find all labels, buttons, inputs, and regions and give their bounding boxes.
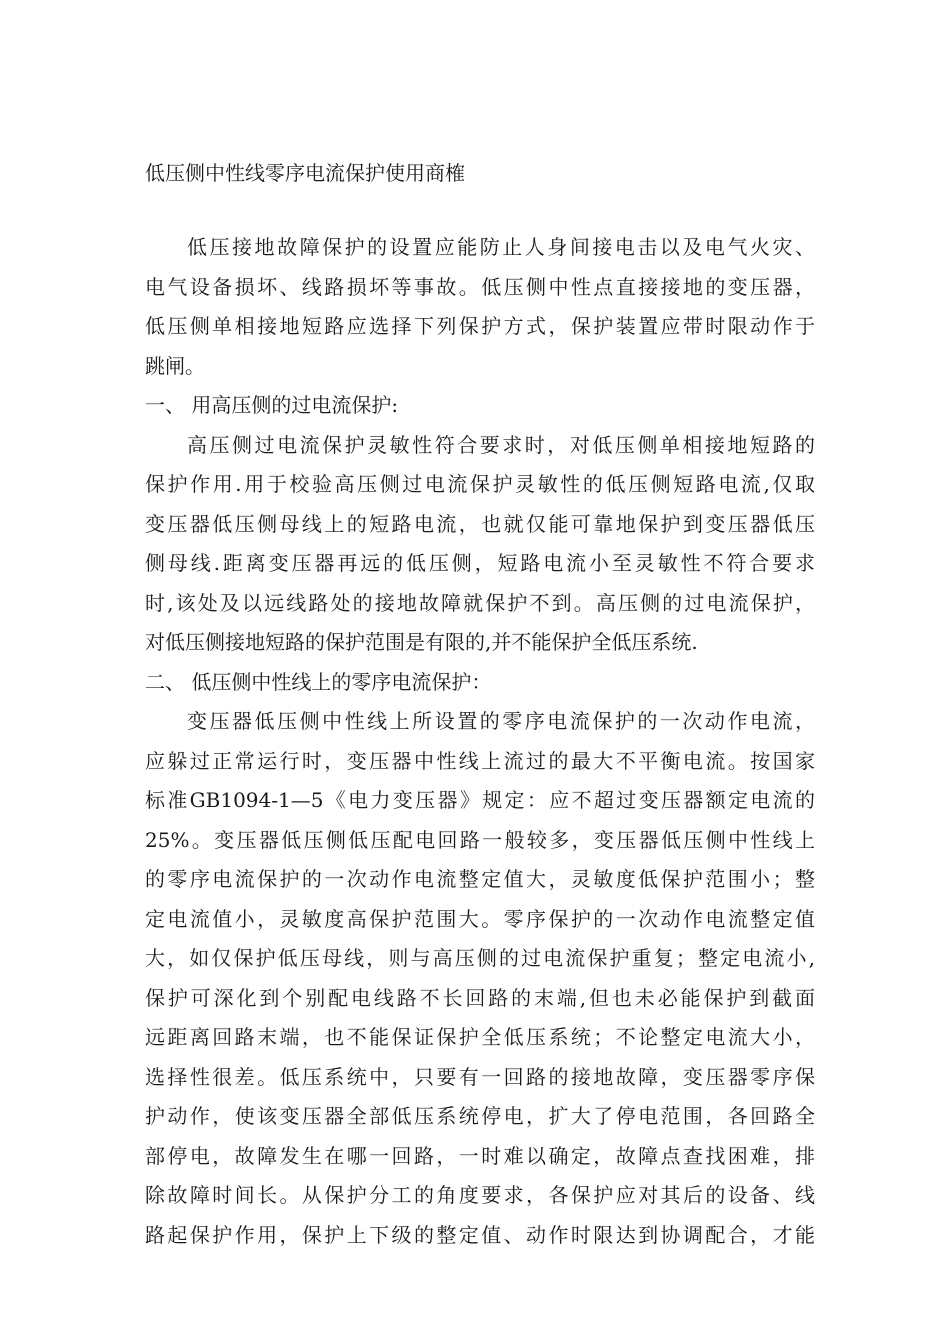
body-line: 电气设备损坏、线路损坏等事故。低压侧中性点直接接地的变压器， — [145, 274, 815, 299]
body-line: 低压侧单相接地短路应选择下列保护方式，保护装置应带时限动作于 — [145, 314, 815, 338]
body-line: 保护作用.用于校验高压侧过电流保护灵敏性的低压侧短路电流,仅取 — [145, 472, 815, 496]
body-line: 时,该处及以远线路处的接地故障就保护不到。高压侧的过电流保护， — [145, 590, 815, 615]
body-line: 标准GB1094-1—5《电力变压器》规定：应不超过变压器额定电流的 — [145, 788, 815, 812]
body-line: 保护可深化到个别配电线路不长回路的末端,但也未必能保护到截面 — [145, 985, 815, 1010]
body-line: 除故障时间长。从保护分工的角度要求，各保护应对其后的设备、线 — [145, 1183, 815, 1207]
body-line: 应躲过正常运行时，变压器中性线上流过的最大不平衡电流。按国家 — [145, 748, 815, 773]
body-line: 定电流值小，灵敏度高保护范围大。零序保护的一次动作电流整定值 — [145, 906, 815, 931]
body-line: 变压器低压侧中性线上所设置的零序电流保护的一次动作电流， — [187, 709, 815, 733]
body-line: 25%。变压器低压侧低压配电回路一般较多，变压器低压侧中性线上 — [145, 827, 815, 852]
body-line: 侧母线.距离变压器再远的低压侧，短路电流小至灵敏性不符合要求 — [145, 551, 815, 575]
body-line: 高压侧过电流保护灵敏性符合要求时，对低压侧单相接地短路的 — [187, 432, 815, 457]
document-title: 低压侧中性线零序电流保护使用商榷 — [145, 161, 465, 185]
body-line: 护动作，使该变压器全部低压系统停电，扩大了停电范围，各回路全 — [145, 1104, 815, 1128]
body-line: 大，如仅保护低压母线，则与高压侧的过电流保护重复；整定电流小, — [145, 946, 815, 970]
body-line: 的零序电流保护的一次动作电流整定值大，灵敏度低保护范围小；整 — [145, 867, 815, 891]
body-line: 部停电，故障发生在哪一回路，一时难以确定，故障点查找困难，排 — [145, 1143, 815, 1168]
body-line: 跳闸。 — [145, 353, 205, 378]
body-line: 选择性很差。低压系统中，只要有一回路的接地故障，变压器零序保 — [145, 1064, 815, 1089]
body-line: 对低压侧接地短路的保护范围是有限的,并不能保护全低压系统. — [145, 630, 698, 654]
body-line: 变压器低压侧母线上的短路电流，也就仅能可靠地保护到变压器低压 — [145, 511, 815, 536]
body-line: 低压接地故障保护的设置应能防止人身间接电击以及电气火灾、 — [187, 235, 815, 259]
body-line: 远距离回路末端，也不能保证保护全低压系统；不论整定电流大小， — [145, 1025, 815, 1049]
body-line: 一、 用高压侧的过电流保护: — [145, 393, 399, 417]
document-body — [145, 228, 815, 1255]
body-line: 二、 低压侧中性线上的零序电流保护： — [145, 669, 492, 694]
body-line: 路起保护作用，保护上下级的整定值、动作时限达到协调配合，才能 — [145, 1222, 815, 1247]
